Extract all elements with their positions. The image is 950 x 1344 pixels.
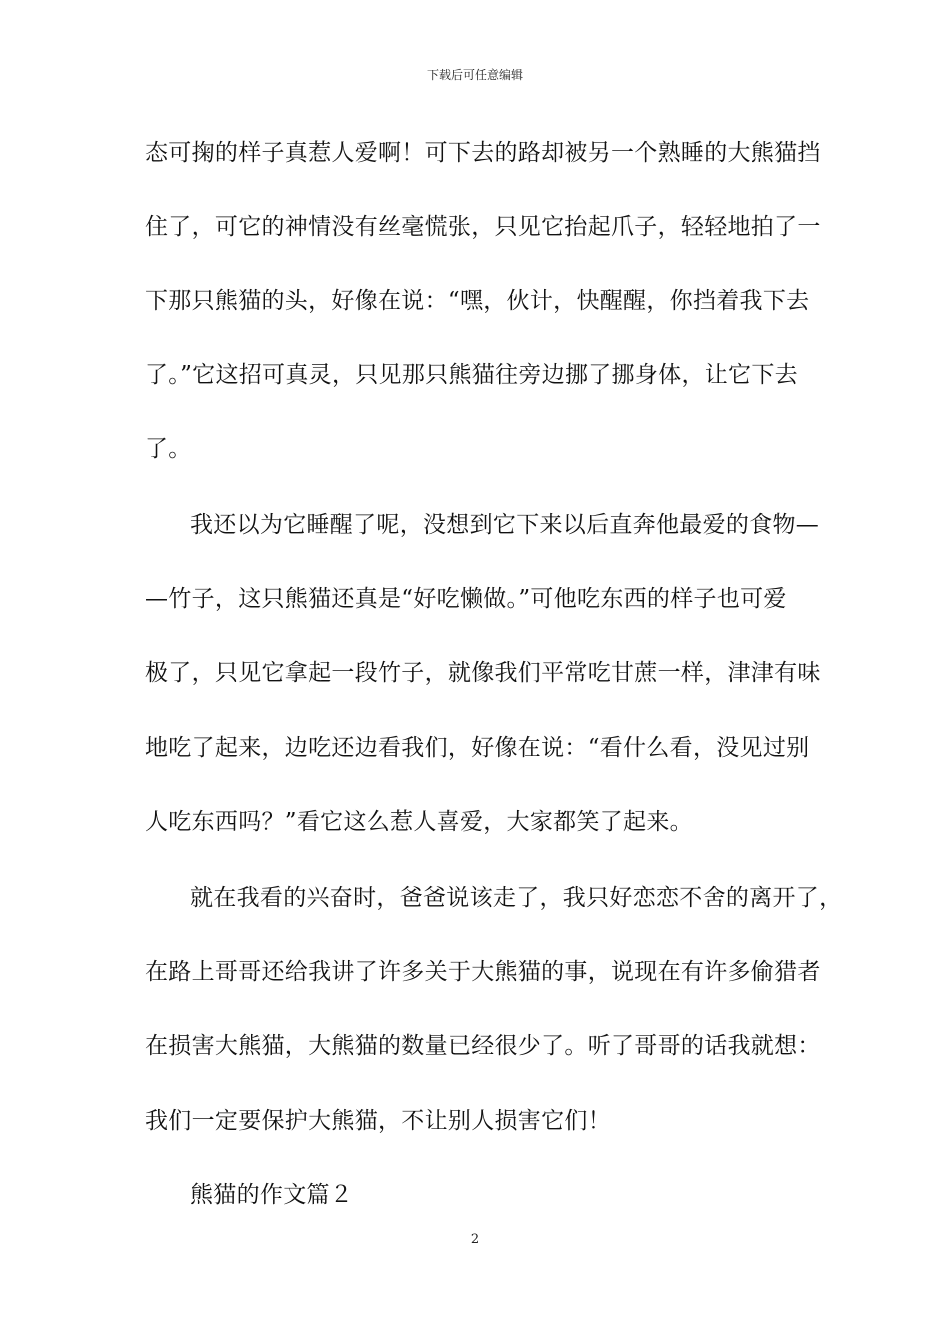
text-line: 在路上哥哥还给我讲了许多关于大熊猫的事，说现在有许多偷猎者 [145,959,821,985]
page-number: 2 [470,1232,480,1247]
text-line: 我还以为它睡醒了呢，没想到它下来以后直奔他最爱的食物— [190,512,820,538]
text-line: —竹子，这只熊猫还真是“好吃懒做。”可他吃东西的样子也可爱 [145,586,787,612]
text-line: 下那只熊猫的头，好像在说：“嘿，伙计，快醒醒，你挡着我下去 [145,288,810,314]
text-line: 极了，只见它拿起一段竹子，就像我们平常吃甘蔗一样，津津有味 [145,660,821,686]
page-header: 下载后可任意编辑 [426,68,523,82]
text-line: 我们一定要保护大熊猫，不让别人损害它们！ [145,1108,611,1134]
text-line: 了。 [145,436,192,462]
text-line: 了。”它这招可真灵，只见那只熊猫往旁边挪了挪身体，让它下去 [145,362,798,388]
text-line: 就在我看的兴奋时，爸爸说该走了，我只好恋恋不舍的离开了， [190,885,843,911]
text-line: 地吃了起来，边吃还边看我们，好像在说：“看什么看，没见过别 [145,735,810,761]
section-title: 熊猫的作文篇２ [190,1182,354,1208]
text-line: 住了，可它的神情没有丝毫慌张，只见它抬起爪子，轻轻地拍了一 [145,214,821,240]
text-line: 人吃东西吗？”看它这么惹人喜爱，大家都笑了起来。 [145,809,693,835]
text-line: 态可掬的样子真惹人爱啊！可下去的路却被另一个熟睡的大熊猫挡 [145,140,821,166]
text-line: 在损害大熊猫，大熊猫的数量已经很少了。听了哥哥的话我就想： [145,1033,821,1059]
